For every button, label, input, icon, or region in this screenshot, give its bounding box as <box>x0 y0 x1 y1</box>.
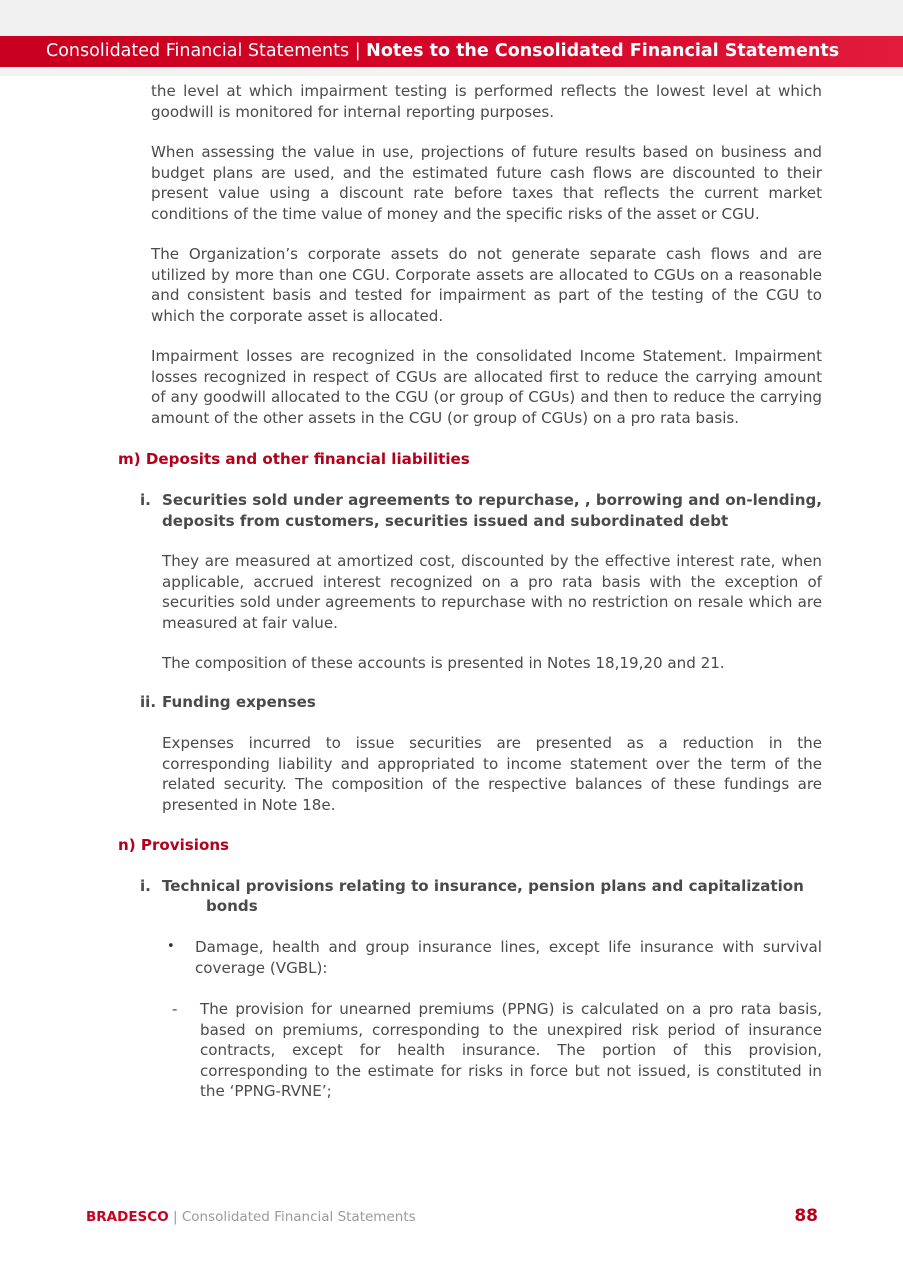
section-n-item-i-title-line2: bonds <box>206 897 258 915</box>
paragraph-impairment-losses: Impairment losses are recognized in the consolidated Income Statement. Impairment losses recognized in respect of CGUs are allocated first to reduce the carrying amount of any goodwill allocated to the CGU (or group of CGUs) and then to reduce the carrying amount of the other assets in the CGU (or group of CGUs) on a pro rata basis. <box>151 347 822 427</box>
section-m-item-ii-marker: ii. <box>140 693 157 711</box>
paragraph-goodwill-level: the level at which impairment testing is performed reflects the lowest level at which goodwill is monitored for internal reporting purposes. <box>151 82 822 121</box>
paragraph-measured-amortized-cost: They are measured at amortized cost, discounted by the effective interest rate, when applicable, accrued interest recognized on a pro rata basis with the exception of securities sold under agreements to repurchase with no restriction on resale which are measured at fair value. <box>162 552 822 632</box>
section-n-item-i-marker: i. <box>140 877 151 895</box>
footer-brand-logo: BRADESCO <box>86 1209 169 1225</box>
paragraph-value-in-use: When assessing the value in use, projections of future results based on business and budget plans are used, and the estimated future cash flows are discounted to their present value using a discount rate before taxes that reflects the current market conditions of the time value of money and the specific risks of the asset or CGU. <box>151 143 822 223</box>
footer-separator: | <box>172 1209 178 1225</box>
page-number: 88 <box>794 1206 818 1226</box>
section-n-heading: n) Provisions <box>118 836 230 854</box>
header-shadow <box>0 67 903 76</box>
header-banner <box>0 36 903 67</box>
section-n-item-i-title-line1: Technical provisions relating to insurance, pension plans and capitalization <box>162 877 804 895</box>
footer <box>86 1207 416 1227</box>
header-subsection: Notes to the Consolidated Financial Statements <box>366 41 840 61</box>
paragraph-ppng-provision: The provision for unearned premiums (PPNG) is calculated on a pro rata basis, based on premiums, corresponding to the unexpired risk period of insurance contracts, except for health insurance. The portion of this provision, corresponding to the estimate for risks in force but not issued, is constituted in the ‘PPNG-RVNE’; <box>200 1000 822 1100</box>
header-title <box>46 36 839 67</box>
header-section: Consolidated Financial Statements <box>46 41 350 61</box>
paragraph-funding-expenses: Expenses incurred to issue securities are presented as a reduction in the corresponding liability and appropriated to income statement over the term of the related security. The composition of the respective balances of these fundings are presented in Note 18e. <box>162 734 822 814</box>
bullet-icon: • <box>167 939 175 954</box>
footer-title: Consolidated Financial Statements <box>181 1209 416 1225</box>
paragraph-composition-notes: The composition of these accounts is presented in Notes 18,19,20 and 21. <box>162 654 725 672</box>
dash-marker: - <box>172 1000 178 1018</box>
section-m-item-i-title: Securities sold under agreements to repurchase, , borrowing and on-lending, deposits from customers, securities issued and subordinated debt <box>162 491 822 530</box>
top-margin <box>0 0 903 36</box>
bullet-insurance-lines: Damage, health and group insurance lines, except life insurance with survival coverage (VGBL): <box>195 938 822 977</box>
section-m-heading: m) Deposits and other financial liabilities <box>118 450 470 468</box>
section-m-item-ii-title: Funding expenses <box>162 693 316 711</box>
section-m-item-i-marker: i. <box>140 491 151 509</box>
paragraph-corporate-assets: The Organization’s corporate assets do not generate separate cash flows and are utilized by more than one CGU. Corporate assets are allocated to CGUs on a reasonable and consistent basis and tested for impairment as part of the testing of the CGU to which the corporate asset is allocated. <box>151 245 822 325</box>
header-separator: | <box>354 41 361 61</box>
